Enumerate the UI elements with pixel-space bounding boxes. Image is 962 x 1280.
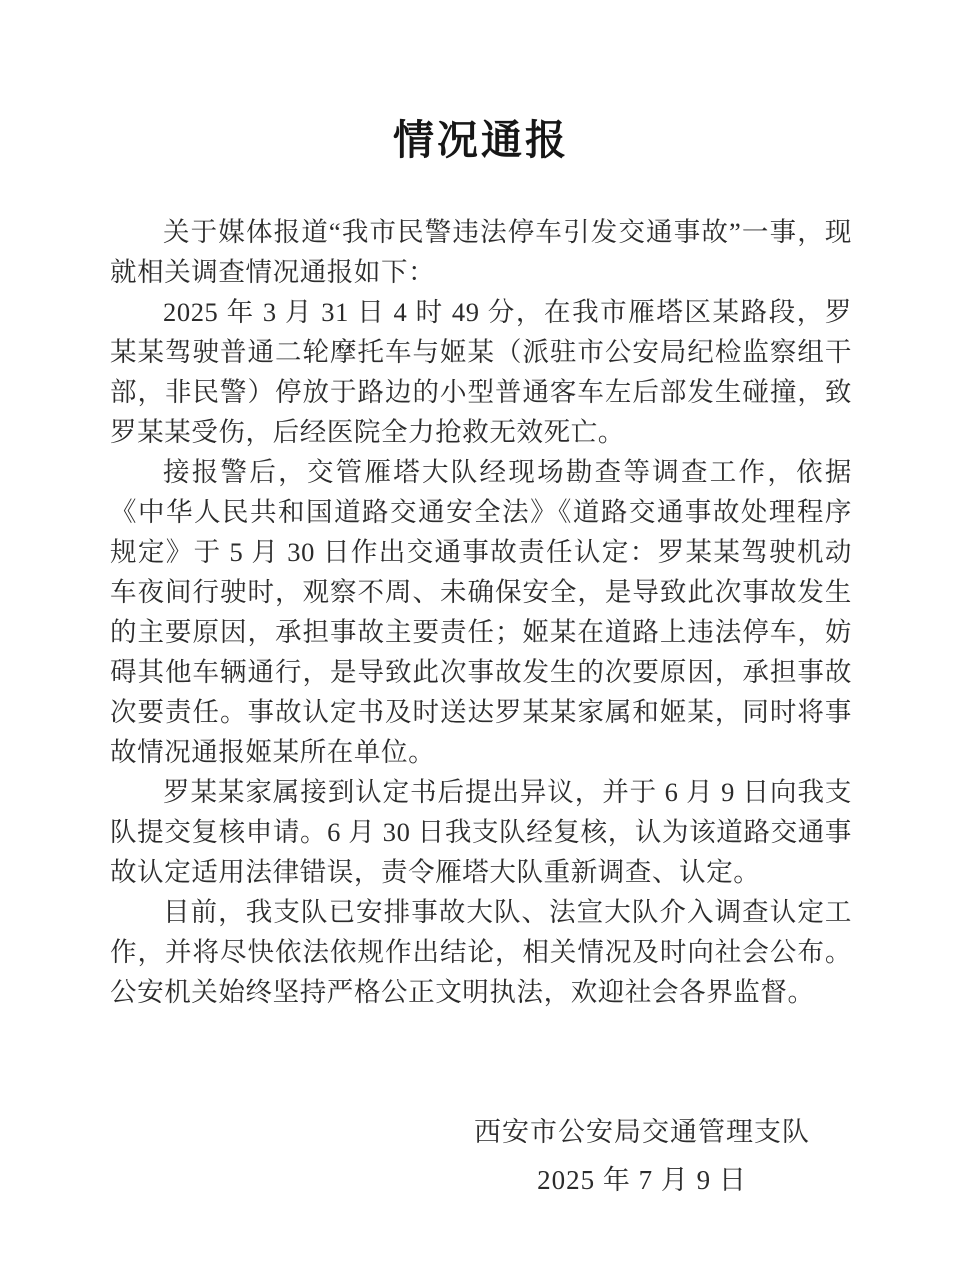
document-title: 情况通报 xyxy=(393,117,569,163)
signature-inner xyxy=(474,1112,810,1200)
paragraph-responsibility-determination: 接报警后，交管雁塔大队经现场勘查等调查工作，依据《中华人民共和国道路交通安全法》《道路交通事故处理程序规定》于 5 月 30 日作出交通事故责任认定：罗某某驾驶机动车夜间行驶时，观察不周、未确保安全，是导致此次事故发生的主要原因，承担事故主要责任；姬某在道路上违法停车，妨碍其他车辆通行，是导致此次事故发生的次要原因，承担事故次要责任。事故认定书及时送达罗某某家属和姬某，同时将事故情况通报姬某所在单位。 xyxy=(110,457,852,767)
paragraph-review-application: 罗某某家属接到认定书后提出异议，并于 6 月 9 日向我支队提交复核申请。6 月 30 日我支队经复核，认为该道路交通事故认定适用法律错误，责令雁塔大队重新调查、认定。 xyxy=(110,777,852,887)
signature-date: 2025 年 7 月 9 日 xyxy=(537,1165,747,1195)
document-body xyxy=(110,212,852,1012)
signature-organization: 西安市公安局交通管理支队 xyxy=(474,1117,810,1147)
paragraph-intro: 关于媒体报道“我市民警违法停车引发交通事故”一事，现就相关调查情况通报如下： xyxy=(110,217,852,287)
paragraph-current-status: 目前，我支队已安排事故大队、法宣大队介入调查认定工作，并将尽快依法依规作出结论，相关情况及时向社会公布。公安机关始终坚持严格公正文明执法，欢迎社会各界监督。 xyxy=(110,897,852,1007)
signature-block xyxy=(0,1112,962,1200)
paragraph-accident-facts: 2025 年 3 月 31 日 4 时 49 分，在我市雁塔区某路段，罗某某驾驶普通二轮摩托车与姬某（派驻市公安局纪检监察组干部，非民警）停放于路边的小型普通客车左后部发生碰撞，致罗某某受伤，后经医院全力抢救无效死亡。 xyxy=(110,297,852,447)
